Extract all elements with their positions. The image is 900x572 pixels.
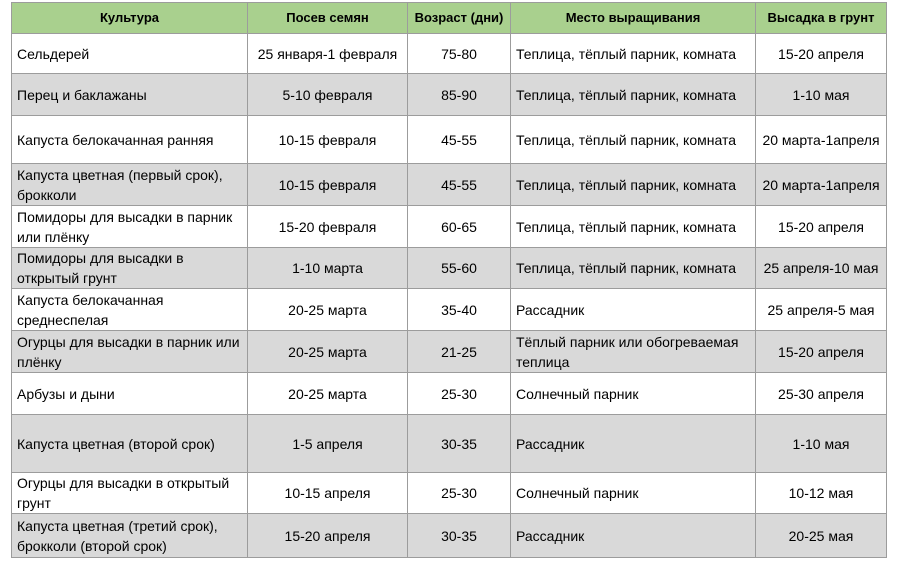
table-row — [12, 74, 887, 116]
table-row — [12, 514, 887, 558]
cell-place: Рассадник — [511, 289, 756, 331]
cell-sowing: 10-15 февраля — [248, 164, 408, 206]
cell-transplant: 10-12 мая — [756, 473, 887, 514]
cell-transplant: 25-30 апреля — [756, 373, 887, 415]
cell-sowing: 5-10 февраля — [248, 74, 408, 116]
cell-transplant: 15-20 апреля — [756, 34, 887, 74]
planting-table — [11, 2, 887, 558]
cell-place: Теплица, тёплый парник, комната — [511, 116, 756, 164]
cell-age: 30-35 — [408, 415, 511, 473]
cell-place: Теплица, тёплый парник, комната — [511, 74, 756, 116]
table-row — [12, 116, 887, 164]
header-place: Место выращивания — [511, 3, 756, 34]
cell-place: Солнечный парник — [511, 373, 756, 415]
cell-age: 60-65 — [408, 206, 511, 248]
cell-crop: Капуста цветная (первый срок), брокколи — [12, 164, 248, 206]
cell-sowing: 20-25 марта — [248, 373, 408, 415]
table-row — [12, 289, 887, 331]
cell-transplant: 20-25 мая — [756, 514, 887, 558]
table-row — [12, 206, 887, 248]
cell-crop: Капуста цветная (второй срок) — [12, 415, 248, 473]
cell-sowing: 15-20 апреля — [248, 514, 408, 558]
cell-age: 75-80 — [408, 34, 511, 74]
cell-crop: Капуста белокачанная среднеспелая — [12, 289, 248, 331]
cell-age: 45-55 — [408, 116, 511, 164]
cell-place: Теплица, тёплый парник, комната — [511, 164, 756, 206]
cell-sowing: 1-10 марта — [248, 248, 408, 289]
header-age: Возраст (дни) — [408, 3, 511, 34]
cell-place: Рассадник — [511, 415, 756, 473]
cell-age: 45-55 — [408, 164, 511, 206]
cell-sowing: 20-25 марта — [248, 331, 408, 373]
cell-crop: Огурцы для высадки в парник или плёнку — [12, 331, 248, 373]
table-row — [12, 415, 887, 473]
cell-crop: Огурцы для высадки в открытый грунт — [12, 473, 248, 514]
cell-age: 25-30 — [408, 473, 511, 514]
header-transplant: Высадка в грунт — [756, 3, 887, 34]
cell-place: Солнечный парник — [511, 473, 756, 514]
cell-crop: Арбузы и дыни — [12, 373, 248, 415]
cell-crop: Помидоры для высадки в открытый грунт — [12, 248, 248, 289]
cell-sowing: 25 января-1 февраля — [248, 34, 408, 74]
table-row — [12, 164, 887, 206]
header-row — [12, 3, 887, 34]
cell-sowing: 1-5 апреля — [248, 415, 408, 473]
header-crop: Культура — [12, 3, 248, 34]
cell-place: Теплица, тёплый парник, комната — [511, 248, 756, 289]
cell-sowing: 10-15 апреля — [248, 473, 408, 514]
table-row — [12, 473, 887, 514]
cell-crop: Помидоры для высадки в парник или плёнку — [12, 206, 248, 248]
cell-place: Рассадник — [511, 514, 756, 558]
cell-age: 21-25 — [408, 331, 511, 373]
cell-sowing: 20-25 марта — [248, 289, 408, 331]
cell-sowing: 10-15 февраля — [248, 116, 408, 164]
cell-age: 55-60 — [408, 248, 511, 289]
cell-age: 85-90 — [408, 74, 511, 116]
cell-transplant: 1-10 мая — [756, 74, 887, 116]
cell-crop: Капуста цветная (третий срок), брокколи (второй срок) — [12, 514, 248, 558]
cell-place: Тёплый парник или обогреваемая теплица — [511, 331, 756, 373]
cell-crop: Сельдерей — [12, 34, 248, 74]
cell-transplant: 25 апреля-5 мая — [756, 289, 887, 331]
cell-age: 25-30 — [408, 373, 511, 415]
cell-crop: Капуста белокачанная ранняя — [12, 116, 248, 164]
cell-transplant: 1-10 мая — [756, 415, 887, 473]
cell-age: 35-40 — [408, 289, 511, 331]
header-sowing: Посев семян — [248, 3, 408, 34]
cell-transplant: 15-20 апреля — [756, 206, 887, 248]
cell-place: Теплица, тёплый парник, комната — [511, 206, 756, 248]
table-row — [12, 331, 887, 373]
cell-transplant: 20 марта-1апреля — [756, 164, 887, 206]
cell-transplant: 15-20 апреля — [756, 331, 887, 373]
cell-transplant: 20 марта-1апреля — [756, 116, 887, 164]
table-row — [12, 248, 887, 289]
table-row — [12, 373, 887, 415]
cell-transplant: 25 апреля-10 мая — [756, 248, 887, 289]
table-row — [12, 34, 887, 74]
cell-sowing: 15-20 февраля — [248, 206, 408, 248]
cell-crop: Перец и баклажаны — [12, 74, 248, 116]
cell-place: Теплица, тёплый парник, комната — [511, 34, 756, 74]
cell-age: 30-35 — [408, 514, 511, 558]
